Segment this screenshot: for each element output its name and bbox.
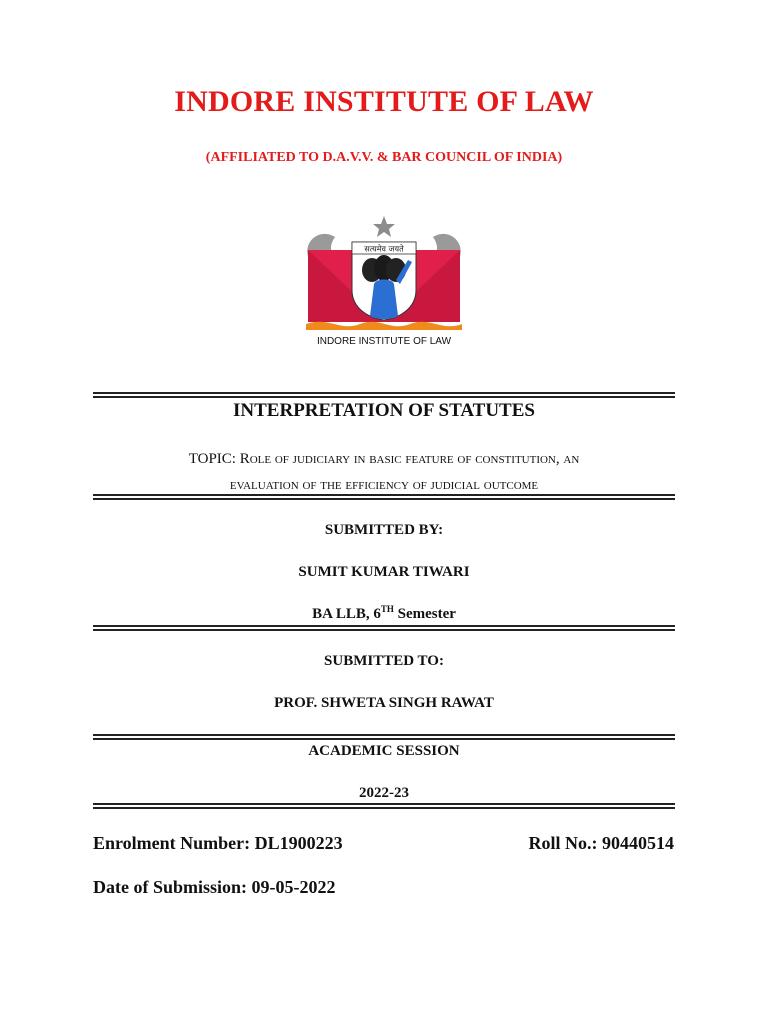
course-semester: BA LLB, 6TH Semester [312,604,456,622]
institute-title: INDORE INSTITUTE OF LAW [174,85,594,118]
submission-date: Date of Submission: 09-05-2022 [93,877,336,897]
divider [93,625,675,631]
roll-number: Roll No.: 90440514 [528,833,674,853]
divider [93,392,675,398]
enrolment-number: Enrolment Number: DL1900223 [93,833,343,853]
session-value: 2022-23 [359,785,409,801]
session-heading: ACADEMIC SESSION [308,743,460,759]
submitted-by-heading: SUBMITTED BY: [324,522,444,538]
submitted-to-heading: SUBMITTED TO: [324,653,444,669]
topic-line-1: TOPIC: Role of judiciary in basic feature of constitution, an [188,451,580,467]
logo-motto: सत्यमेव जयते [364,244,404,254]
subject-title: INTERPRETATION OF STATUTES [233,400,535,421]
divider [93,803,675,809]
student-name: SUMIT KUMAR TIWARI [298,564,470,580]
institute-logo [300,212,468,350]
divider [93,494,675,500]
institute-affiliation: (AFFILIATED TO D.A.V.V. & BAR COUNCIL OF INDIA) [205,150,563,165]
divider [93,734,675,740]
topic-line-2: evaluation of the efficiency of judicial outcome [229,477,539,493]
professor-name: PROF. SHWETA SINGH RAWAT [274,695,494,711]
logo-caption: INDORE INSTITUTE OF LAW [316,336,452,347]
